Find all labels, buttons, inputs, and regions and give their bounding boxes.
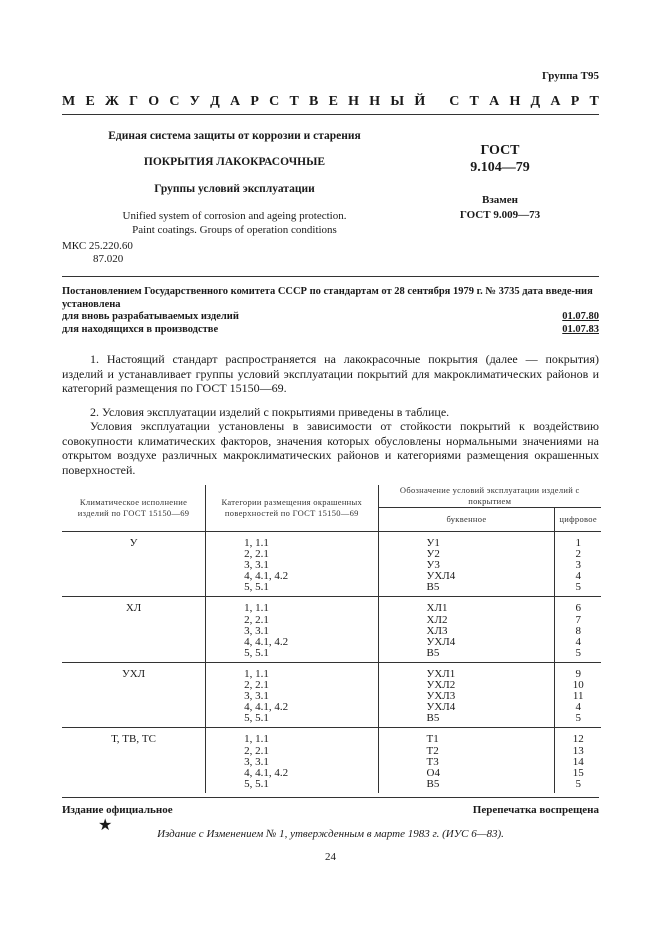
title-letter: А [230,94,241,109]
cell-letter-value: УХЛ1 [426,667,456,680]
climate-label: Т, ТВ, ТС [111,733,156,746]
cell-categories-value: 4, 4.1, 4.2 [244,570,289,583]
mks-line-2: 87.020 [93,253,124,265]
cell-categories-value: 3, 3.1 [244,755,269,768]
title-letter: Т [289,94,299,109]
cell-digit-value: 13 [572,744,584,757]
cell-letter-value: У3 [426,559,440,572]
cell-digit-value: 4 [575,701,581,714]
document-subtitle: Группы условий эксплуатации [154,183,315,195]
star-icon: ★ [98,817,113,834]
cell-letter-value: ХЛ2 [426,613,448,626]
decree-prod-label: для находящихся в производстве [62,323,219,335]
title-rule [62,114,599,115]
cell-digit-value: 15 [572,766,584,779]
document-title: ПОКРЫТИЯ ЛАКОКРАСОЧНЫЕ [143,156,326,168]
decree-new-label: для вновь разрабатываемых изделий [62,311,239,322]
cell-categories-value: 1, 1.1 [244,602,269,615]
table-row [62,662,601,727]
header-letter: буквенное [378,508,555,532]
title-letter: С [169,94,180,109]
cell-letter-value: ХЛ3 [426,624,448,637]
title-letter: Г [129,94,138,109]
title-letter: О [148,94,160,109]
cell-categories [206,662,378,727]
cell-digit-value: 5 [575,646,581,659]
cell-letter-value: УХЛ3 [426,690,456,703]
title-letter: Ж [105,94,119,109]
cell-letter [378,532,555,597]
gost-label: ГОСТ [480,143,520,158]
decree-text: Постановлением Государственного комитета СССР по стандартам от 28 сентября 1979 г. № 3735 дата введе-ния установлена [62,286,593,310]
cell-categories-value: 5, 5.1 [244,581,269,594]
cell-letter [378,662,555,727]
title-letter: Р [570,94,580,109]
cell-digit [555,662,601,727]
table-row [62,728,601,793]
cell-climate [62,597,206,662]
title-letter: Д [530,94,541,109]
cell-digit-value: 6 [575,602,581,615]
climate-label: У [129,537,138,549]
title-letter: Н [369,94,381,109]
reprint-prohibited: Перепечатка воспрещена [472,804,599,816]
cell-letter [378,728,555,793]
header-rule [62,276,599,277]
cell-categories-value: 2, 2.1 [244,744,269,757]
cell-digit-value: 7 [575,613,581,626]
title-letter: У [189,94,200,109]
cell-digit [555,532,601,597]
cell-categories-value: 2, 2.1 [244,613,269,626]
cell-digit-value: 14 [572,755,584,768]
english-title [62,209,407,237]
cell-categories-value: 3, 3.1 [244,624,269,637]
header-categories: Категории размещения окрашенных поверхностей по ГОСТ 15150—69 [206,485,378,532]
cell-letter-value: УХЛ2 [426,679,456,692]
mks-line-1: МКС 25.220.60 [62,240,133,252]
cell-digit-value: 5 [575,777,581,790]
amendment-note: Издание с Изменением № 1, утвержденным в марте 1983 г. (ИУС 6—83). [157,828,504,840]
cell-letter-value: ХЛ1 [426,602,448,615]
title-letter: Д [210,94,220,109]
paragraph-2: 2. Условия эксплуатации изделий с покрытиями приведены в таблице. [90,405,450,419]
cell-letter-value: Т3 [426,755,439,768]
cell-categories [206,597,378,662]
title-letter: Р [250,94,259,109]
cell-categories-value: 4, 4.1, 4.2 [244,701,289,714]
cell-categories-value: 1, 1.1 [244,733,269,746]
cell-letter-value: УХЛ4 [426,635,456,648]
cell-digit-value: 5 [575,712,581,725]
cell-climate [62,728,206,793]
climate-label: УХЛ [121,667,146,680]
cell-letter-value: У2 [426,548,440,561]
title-letter: Н [348,94,360,109]
cell-letter-value: УХЛ4 [426,570,456,583]
cell-categories-value: 1, 1.1 [244,537,269,549]
cell-categories-value: 5, 5.1 [244,777,269,790]
table-row [62,597,601,662]
cell-digit-value: 3 [575,559,581,572]
mks-codes [62,240,133,266]
title-letter: С [449,94,460,109]
table-row [62,532,601,597]
cell-digit-value: 9 [575,667,581,680]
cell-categories-value: 5, 5.1 [244,646,269,659]
cell-categories-value: 3, 3.1 [244,690,269,703]
cell-categories-value: 3, 3.1 [244,559,269,572]
cell-categories-value: 4, 4.1, 4.2 [244,635,289,648]
cell-categories [206,532,378,597]
decree-prod-date: 01.07.83 [562,323,599,335]
cell-categories-value: 2, 2.1 [244,548,269,561]
cell-digit-value: 1 [575,537,581,549]
title-letter: Н [509,94,521,109]
title-letter: Т [469,94,479,109]
cell-letter-value: У1 [426,537,440,549]
group-code: Группа Т95 [541,70,599,82]
title-letter: В [309,94,319,109]
cell-digit-value: 5 [575,581,581,594]
paragraph-3: Условия эксплуатации установлены в зависимости от стойкости покрытий к воздействию совокупности климатических факторов, значения которых обусловлены нормальными значениями на открытом воздухе различных макроклиматических районов и категориями размещения окрашенных поверхностей. [62,419,599,477]
decree-new-date: 01.07.80 [562,311,599,322]
header-designation: Обозначение условий эксплуатации изделий с покрытием [378,485,601,508]
cell-climate [62,532,206,597]
cell-letter-value: В5 [426,777,440,790]
cell-letter [378,597,555,662]
title-letter: Ы [390,94,405,109]
title-letter: Й [414,94,426,109]
official-edition: Издание официальное [62,804,173,816]
cell-digit-value: 8 [575,624,581,637]
cell-digit-value: 2 [575,548,581,561]
climate-label: ХЛ [125,602,142,615]
cell-categories-value: 1, 1.1 [244,667,269,680]
cell-digit-value: 4 [575,635,581,648]
cell-letter-value: Т2 [426,744,439,757]
cell-categories-value: 4, 4.1, 4.2 [244,766,289,779]
conditions-table [62,485,601,793]
cell-digit-value: 11 [572,690,584,703]
cell-letter-value: О4 [426,766,440,779]
footer-rule [62,797,599,798]
cell-climate [62,662,206,727]
system-name: Единая система защиты от коррозии и старения [108,130,361,142]
cell-categories-value: 5, 5.1 [244,712,269,725]
title-letter: Т [589,94,599,109]
cell-categories [206,728,378,793]
replaces-number: ГОСТ 9.009—73 [459,209,541,221]
title-letter: Е [85,94,95,109]
title-letter: А [489,94,500,109]
page-number: 24 [325,851,336,863]
cell-letter-value: Т1 [426,733,439,746]
cell-letter-value: В5 [426,712,440,725]
title-letter: М [62,94,76,109]
title-letter: С [269,94,280,109]
cell-digit-value: 4 [575,570,581,583]
english-title-line-2: Paint coatings. Groups of operation conditions [132,224,337,236]
cell-letter-value: В5 [426,646,440,659]
replaces-label: Взамен [482,194,518,206]
cell-letter-value: УХЛ4 [426,701,456,714]
cell-digit [555,728,601,793]
decree-block [62,286,599,336]
cell-digit-value: 12 [572,733,584,746]
decree-new-row [62,311,599,324]
title-letter: Е [328,94,338,109]
header-climate: Климатическое исполнение изделий по ГОСТ 15150—69 [62,485,206,532]
cell-letter-value: В5 [426,581,440,594]
cell-digit [555,597,601,662]
standard-type-title [62,94,599,110]
title-letter: А [550,94,561,109]
gost-number: 9.104—79 [470,160,530,175]
cell-categories-value: 2, 2.1 [244,679,269,692]
title-gap [435,94,439,110]
cell-digit-value: 10 [572,679,584,692]
english-title-line-1: Unified system of corrosion and ageing protection. [122,210,347,222]
header-digit: цифровое [555,508,601,532]
decree-prod-row [62,324,599,337]
paragraph-1: 1. Настоящий стандарт распространяется на лакокрасочные покрытия (далее — покрытия) изделий и устанавливает группы условий эксплуатации покрытий для макроклиматических районов и категорий размещения по ГОСТ 15150—69. [62,352,599,395]
